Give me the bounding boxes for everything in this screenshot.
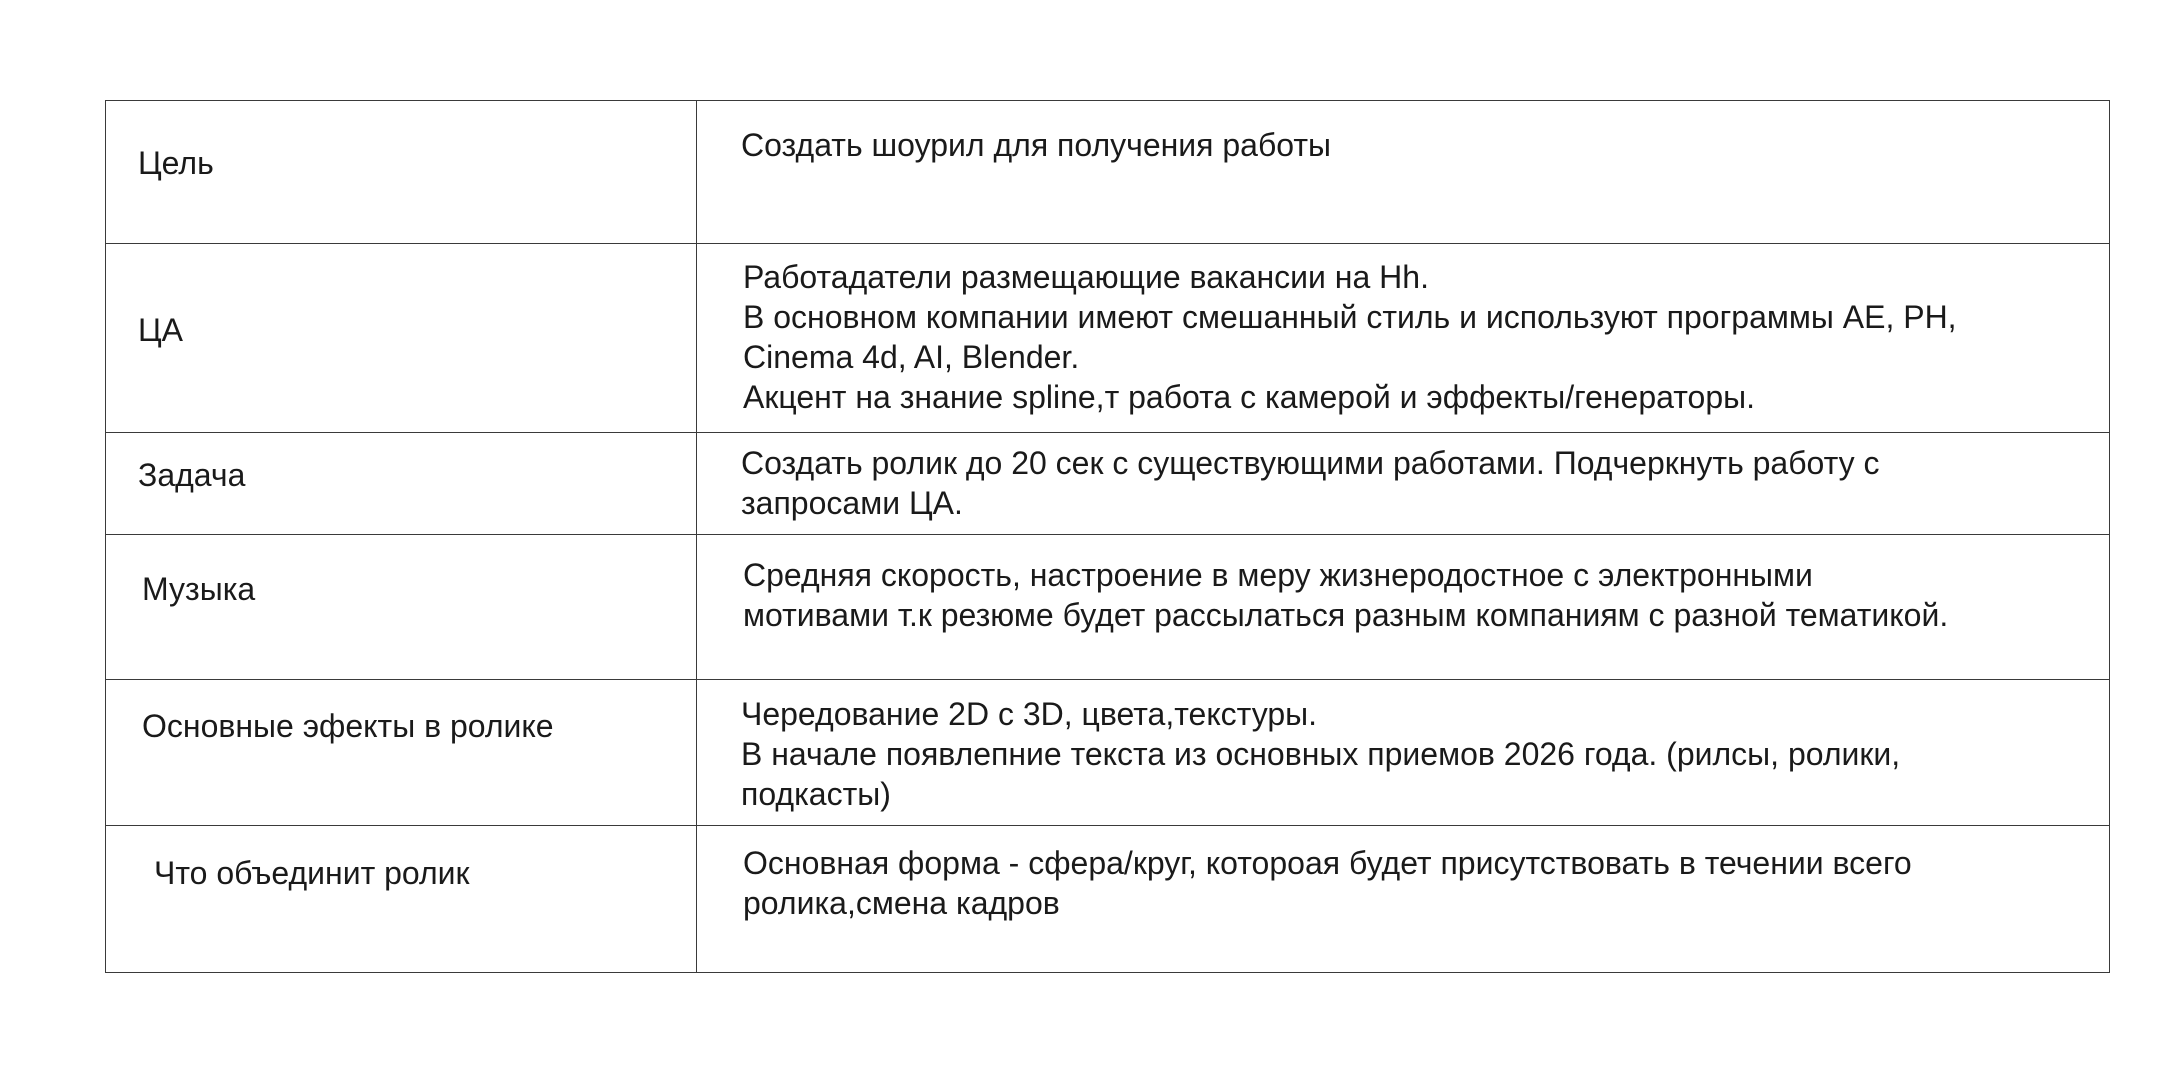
row-label-music: Музыка: [142, 571, 256, 607]
row-value-unifier: [743, 843, 2133, 923]
value-line: Создать шоурил для получения работы: [741, 127, 1332, 163]
value-line: запросами ЦА.: [741, 485, 963, 521]
table-row-task: [106, 433, 2109, 535]
value-line: мотивами т.к резюме будет рассылаться разным компаниям с разной тематикой.: [743, 597, 1949, 633]
row-value-audience: [743, 257, 2133, 417]
value-line: Создать ролик до 20 сек с существующими работами. Подчеркнуть работу с: [741, 445, 1880, 481]
row-label-task: Задача: [138, 457, 246, 493]
table-row-effects: [106, 680, 2109, 826]
row-label-goal: Цель: [138, 145, 214, 181]
value-line: Работадатели размещающие вакансии на Hh.: [743, 259, 1429, 295]
value-line: Cinema 4d, AI, Blender.: [743, 339, 1080, 375]
row-value-effects: [741, 694, 2131, 814]
value-line: Средняя скорость, настроение в меру жизнеродостное с электронными: [743, 557, 1813, 593]
value-line: ролика,смена кадров: [743, 885, 1060, 921]
table-row-audience: [106, 244, 2109, 433]
table-row-unifier: [106, 826, 2109, 974]
row-label-audience: ЦА: [138, 312, 184, 348]
value-line: В основном компании имеют смешанный стиль и используют программы AE, PH,: [743, 299, 1957, 335]
value-line: подкасты): [741, 776, 891, 812]
row-label-unifier: Что объединит ролик: [154, 855, 470, 891]
row-value-task: [741, 443, 2131, 523]
value-line: Основная форма - сфера/круг, котороая будет присутствовать в течении всего: [743, 845, 1912, 881]
value-line: Акцент на знание spline,т работа с камерой и эффекты/генераторы.: [743, 379, 1756, 415]
value-line: В начале появлепние текста из основных приемов 2026 года. (рилсы, ролики,: [741, 736, 1901, 772]
value-line: Чередование 2D с 3D, цвета,текстуры.: [741, 696, 1318, 732]
row-value-music: [743, 555, 2133, 635]
brief-table: [105, 100, 2110, 973]
row-label-effects: Основные эфекты в ролике: [142, 708, 554, 744]
table-row-goal: [106, 101, 2109, 244]
row-value-goal: [741, 125, 2131, 165]
table-row-music: [106, 535, 2109, 680]
